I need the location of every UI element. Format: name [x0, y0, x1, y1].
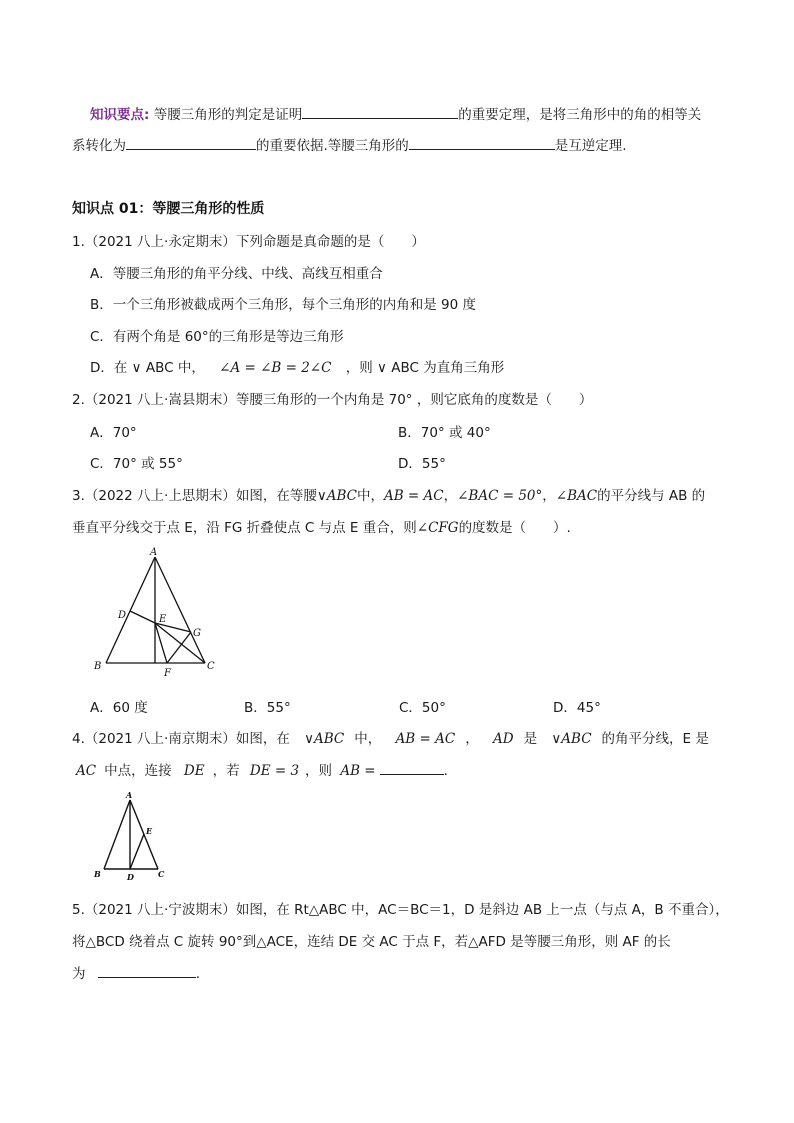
- q3-stem-text: ，: [443, 488, 458, 504]
- q4-stem-text: 是: [523, 731, 538, 747]
- q4-math-ab-equals: AB =: [340, 763, 376, 779]
- intro-text-3: 系转化为: [72, 138, 126, 154]
- q4-stem-text: 中，: [354, 731, 382, 747]
- q4-stem-text: ，: [465, 731, 479, 747]
- q1-option-d-formula: ∠A = ∠B = 2∠C: [219, 360, 332, 376]
- intro-text-5: 是互逆定理.: [554, 138, 627, 154]
- q5-stem-text: .: [195, 966, 201, 982]
- q4-label-a: A: [126, 790, 133, 800]
- q4-math-ac: AC: [76, 763, 97, 779]
- q4-label-d: D: [127, 872, 134, 882]
- q3-option-d[interactable]: D．45°: [553, 700, 601, 716]
- q2-option-a[interactable]: A．70°: [90, 425, 137, 441]
- q3-math-angle-bac-2: ∠BAC: [555, 488, 598, 504]
- q3-segment-ef: [155, 623, 167, 663]
- q3-stem-text: 垂直平分线交于点 E，沿 FG 折叠使点 C 与点 E 重合，则: [72, 520, 417, 536]
- intro-text-4: 的重要依据.等腰三角形的: [256, 138, 409, 154]
- q4-label-e: E: [146, 826, 153, 836]
- q3-label-g: G: [193, 628, 201, 639]
- intro-text-1: 等腰三角形的判定是证明: [153, 107, 303, 123]
- q3-stem-text: 3.（2022 八上·上思期末）如图，在等腰: [72, 488, 317, 504]
- q1-option-d[interactable]: [90, 356, 504, 376]
- q3-perp-bisector-de: [130, 611, 155, 623]
- q1-stem: 1.（2021 八上·永定期末）下列命题是真命题的是（ ）: [72, 234, 425, 250]
- knowledge-points-label: 知识要点:: [90, 107, 150, 123]
- answer-blank-1[interactable]: [302, 104, 458, 119]
- q4-answer-blank[interactable]: [380, 760, 444, 775]
- q3-label-f: F: [164, 668, 171, 679]
- q3-side-ab: [106, 557, 155, 663]
- q3-option-c[interactable]: C．50°: [399, 700, 446, 716]
- q2-stem: 2.（2021 八上·嵩县期末）等腰三角形的一个内角是 70° ，则它底角的度数是（ ）: [72, 392, 593, 408]
- section-title: 知识点 01：等腰三角形的性质: [72, 201, 265, 217]
- q3-option-a[interactable]: A．60 度: [90, 700, 148, 716]
- q3-math-angle-cfg: ∠CFG: [416, 520, 459, 536]
- q4-math-triangle: ∨ABC: [304, 731, 345, 747]
- q3-math-triangle: ∨ABC: [316, 488, 357, 504]
- q5-stem-text: 为: [72, 966, 86, 982]
- q4-math-de-3: DE = 3: [249, 763, 300, 779]
- knowledge-points-line-2: [72, 134, 627, 154]
- q3-label-c: C: [207, 661, 215, 672]
- answer-blank-2[interactable]: [126, 135, 256, 150]
- q4-stem-line-1: [72, 727, 709, 747]
- q4-math-triangle-2: ∨ABC: [551, 731, 592, 747]
- q3-label-d: D: [118, 610, 127, 621]
- q2-option-c[interactable]: C．70° 或 55°: [90, 456, 183, 472]
- q3-stem-text: 的平分线与 AB 的: [597, 488, 706, 504]
- q4-math-ad: AD: [493, 731, 514, 747]
- q4-segment-de: [130, 834, 144, 869]
- q3-stem-text: 中，: [356, 488, 384, 504]
- q4-stem-line-2: [72, 759, 448, 779]
- q4-stem-text: ，则: [305, 763, 333, 779]
- q4-stem-text: ，若: [212, 763, 240, 779]
- q4-label-c: C: [158, 869, 165, 879]
- q3-stem-line-1: [72, 484, 705, 504]
- q3-option-b[interactable]: B．55°: [244, 700, 291, 716]
- q3-label-e: E: [159, 614, 167, 625]
- q4-math-ab-ac: AB = AC: [395, 731, 456, 747]
- q3-stem-text: ，: [542, 488, 556, 504]
- q4-stem-text: 中点，连接: [104, 763, 172, 779]
- q4-stem-text: .: [443, 763, 448, 779]
- q4-stem-text: 4.（2021 八上·南京期末）如图，在: [72, 731, 290, 747]
- q5-answer-blank[interactable]: [98, 963, 196, 978]
- q3-label-b: B: [94, 661, 102, 672]
- q4-side-ab: [104, 800, 130, 869]
- q1-option-d-suffix: ，则 ∨ ABC 为直角三角形: [345, 360, 505, 376]
- q3-fold-line-fg: [167, 632, 191, 663]
- q4-stem-text: 的角平分线，E 是: [601, 731, 709, 747]
- q3-math-angle-bac: ∠BAC = 50°: [457, 488, 543, 504]
- q2-option-d[interactable]: D．55°: [398, 456, 446, 472]
- q1-option-b[interactable]: B．一个三角形被截成两个三角形，每个三角形的内角和是 90 度: [90, 297, 477, 313]
- q5-stem-line-2: 将△BCD 绕着点 C 旋转 90°到△ACE，连结 DE 交 AC 于点 F，若△AFD 是等腰三角形，则 AF 的长: [72, 934, 671, 950]
- intro-text-2: 的重要定理，是将三角形中的角的相等关: [458, 107, 702, 123]
- q3-stem-text: 的度数是（ ）.: [458, 520, 571, 536]
- q5-stem-line-3: [72, 962, 200, 982]
- q1-option-d-prefix: D．在 ∨ ABC 中，: [90, 360, 205, 376]
- knowledge-points-line-1: [90, 103, 701, 123]
- q3-triangle-figure: [88, 545, 223, 680]
- q1-option-c[interactable]: C．有两个角是 60°的三角形是等边三角形: [90, 329, 344, 345]
- q4-label-b: B: [94, 869, 101, 879]
- q3-stem-line-2: [72, 516, 571, 536]
- answer-blank-3[interactable]: [409, 135, 555, 150]
- q1-option-a[interactable]: A．等腰三角形的角平分线、中线、高线互相重合: [90, 266, 383, 282]
- q3-label-a: A: [150, 547, 158, 558]
- q4-triangle-figure: [88, 789, 178, 883]
- q2-option-b[interactable]: B．70° 或 40°: [398, 425, 491, 441]
- q5-stem-line-1: 5.（2021 八上·宁波期末）如图，在 Rt△ABC 中，AC＝BC＝1，D 是斜边 AB 上一点（与点 A，B 不重合），: [72, 902, 729, 918]
- q3-math-ab-ac: AB = AC: [383, 488, 444, 504]
- q4-math-de: DE: [183, 763, 205, 779]
